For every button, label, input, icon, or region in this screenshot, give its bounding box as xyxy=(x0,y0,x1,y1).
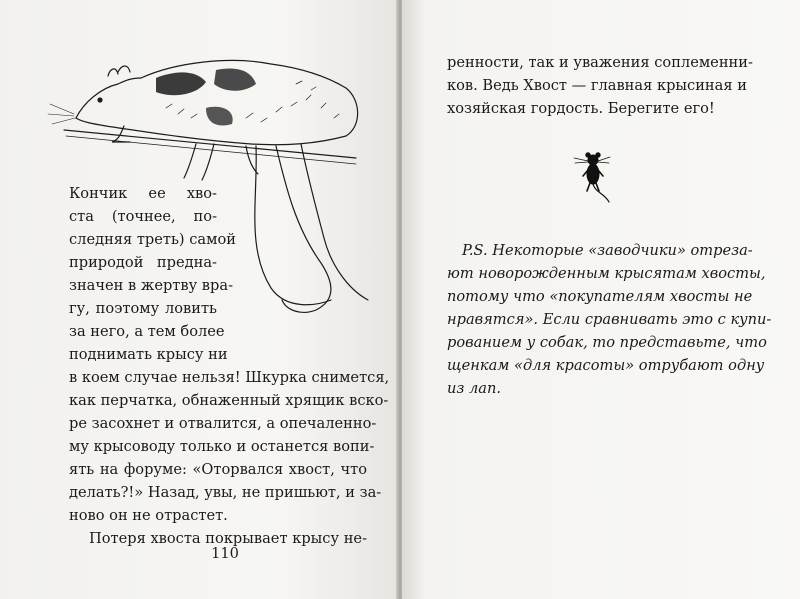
postscript-line: P.S. Некоторые «заводчики» отреза- xyxy=(462,242,753,259)
postscript-line: щенкам «для красоты» отрубают одну xyxy=(447,357,765,374)
body-text-line: в коем случае нельзя! Шкурка снимется, xyxy=(69,369,390,386)
body-text-line: гу, поэтому ловить xyxy=(69,300,217,317)
postscript-line: рованием у собак, то представьте, что xyxy=(447,334,767,351)
body-text-line: Кончик ее хво- xyxy=(69,185,217,202)
body-text-line: значен в жертву вра- xyxy=(69,277,234,294)
small-rat-illustration xyxy=(571,146,613,206)
body-text-line: ренности, так и уважения соплеменни- xyxy=(447,54,753,71)
left-page xyxy=(0,0,398,599)
postscript-line: из лап. xyxy=(447,380,502,397)
body-text-line: природой предна- xyxy=(69,254,217,271)
body-text-line: делать?!» Назад, увы, не пришьют, и за- xyxy=(69,484,382,501)
body-text-line: ста (точнее, по- xyxy=(69,208,217,225)
postscript-line: потому что «покупателям хвосты не xyxy=(447,288,753,305)
body-text-line: как перчатка, обнаженный хрящик вско- xyxy=(69,392,389,409)
body-text-line: ре засохнет и отвалится, а опечаленно- xyxy=(69,415,377,432)
body-text-line: му крысоводу только и останется вопи- xyxy=(69,438,375,455)
right-page xyxy=(402,0,800,599)
postscript-line: ют новорожденным крысятам хвосты, xyxy=(447,265,766,282)
body-text-line: за него, а тем более xyxy=(69,323,225,340)
page-number: 110 xyxy=(211,545,239,562)
body-text-line: ново он не отрастет. xyxy=(69,507,228,524)
body-text-line: ков. Ведь Хвост — главная крысиная и xyxy=(447,77,747,94)
body-text-line: Потеря хвоста покрывает крысу не- xyxy=(89,530,367,547)
postscript-line: нравятся». Если сравнивать это с купи- xyxy=(447,311,772,328)
body-text-line: хозяйская гордость. Берегите его! xyxy=(447,100,715,117)
body-text-line: ять на форуме: «Оторвался хвост, что xyxy=(69,461,367,478)
body-text-line: поднимать крысу ни xyxy=(69,346,228,363)
body-text-line: следняя треть) самой xyxy=(69,231,236,248)
